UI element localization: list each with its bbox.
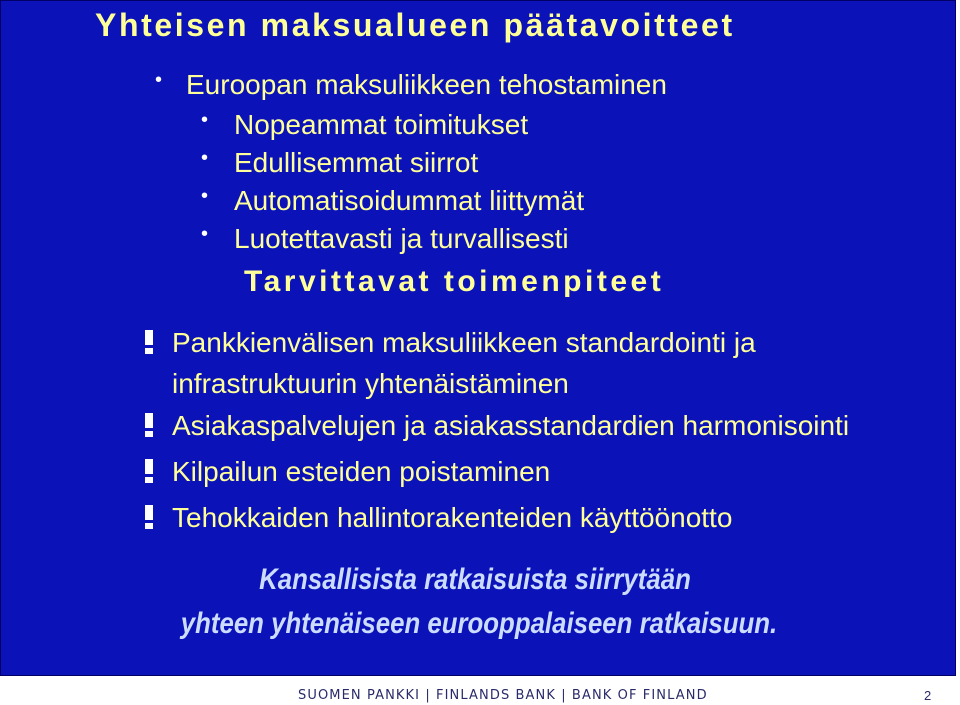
conclusion-line: yhteen yhtenäiseen eurooppalaiseen ratkaisuun. (180, 607, 778, 640)
exclamation-icon (141, 459, 157, 483)
goal-sub-label: Nopeammat toimitukset (234, 109, 529, 140)
goal-sub-label: Luotettavasti ja turvallisesti (234, 223, 569, 254)
measure-label (172, 322, 756, 404)
section-heading: Tarvittavat toimenpiteet (244, 265, 665, 298)
measure-label: Asiakaspalvelujen ja asiakasstandardien harmonisointi (172, 410, 850, 441)
goal-sub-label: Edullisemmat siirrot (234, 147, 479, 178)
bullet-icon: • (155, 69, 163, 91)
slide-title: Yhteisen maksualueen päätavoitteet (95, 7, 735, 43)
bullet-icon: • (201, 147, 209, 169)
measure-label: Tehokkaiden hallintorakenteiden käyttöönotto (172, 502, 733, 533)
measure-label-line: Pankkienvälisen maksuliikkeen standardointi ja (172, 327, 756, 358)
bullet-icon: • (201, 109, 209, 131)
conclusion-line: Kansallisista ratkaisuista siirrytään (259, 563, 691, 596)
measure-label: Kilpailun esteiden poistaminen (172, 456, 551, 487)
page-number: 2 (924, 688, 932, 703)
exclamation-icon (141, 505, 157, 529)
goal-sub-label: Automatisoidummat liittymät (234, 185, 585, 216)
exclamation-icon (141, 330, 157, 354)
bullet-icon: • (201, 223, 209, 245)
bullet-icon: • (201, 185, 209, 207)
main-goal-label: Euroopan maksuliikkeen tehostaminen (186, 69, 667, 100)
footer-bank-name: SUOMEN PANKKI | FINLANDS BANK | BANK OF FINLAND (298, 688, 708, 703)
measure-label-line: infrastruktuurin yhtenäistäminen (172, 368, 569, 399)
exclamation-icon (141, 413, 157, 437)
